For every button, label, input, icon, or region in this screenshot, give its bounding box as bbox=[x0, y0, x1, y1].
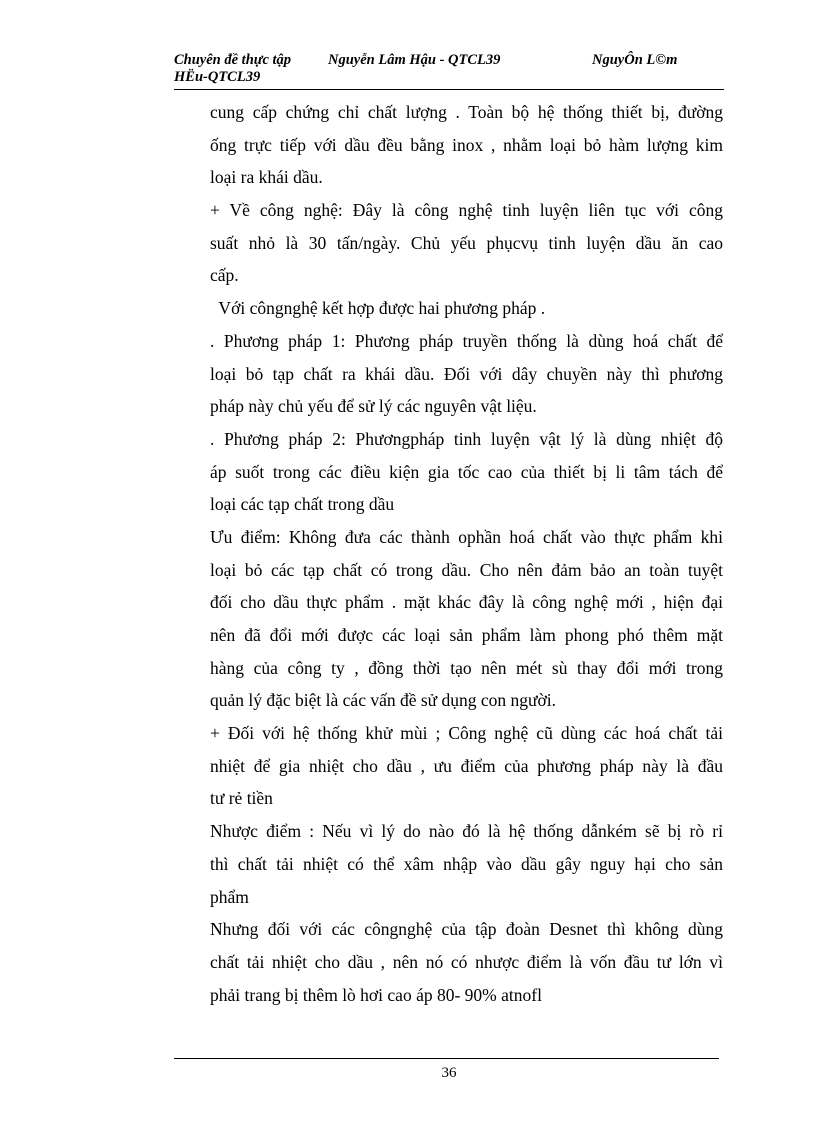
body-line-5: suất nhỏ là 30 tấn/ngày. Chủ yếu phụcvụ tinh luyện dầu ăn cao bbox=[210, 232, 723, 253]
body-line-17: nên đã đổi mới được các loại sản phẩm làm phong phó thêm mặt bbox=[210, 625, 723, 645]
header-author: Nguyễn Lâm Hậu - QTCL39 bbox=[328, 52, 501, 68]
body-line-20: + Đối với hệ thống khử mùi ; Công nghệ cũ dùng các hoá chất tải bbox=[210, 723, 723, 744]
body-line-7: Với côngnghệ kết hợp được hai phương pháp . bbox=[210, 298, 546, 319]
body-line-14: Ưu điểm: Không đưa các thành ophần hoá chất vào thực phẩm khi bbox=[210, 526, 723, 547]
body-line-18: hàng của công ty , đồng thời tạo nên mét sù thay đổi mới trong bbox=[210, 657, 723, 678]
header-line-1 bbox=[174, 52, 724, 69]
body-line-22: tư rẻ tiền bbox=[210, 788, 273, 809]
body-line-12: áp suốt trong các điều kiện gia tốc cao của thiết bị li tâm tách để bbox=[210, 461, 723, 482]
page-header bbox=[174, 52, 724, 86]
body-line-21: nhiệt để gia nhiệt cho dầu , ưu điểm của phương pháp này là đầu bbox=[210, 755, 723, 776]
body-line-25: phẩm bbox=[210, 886, 249, 907]
document-body bbox=[210, 96, 723, 1011]
body-line-3: loại ra khái dầu. bbox=[210, 167, 323, 188]
body-line-8: . Phương pháp 1: Phương pháp truyền thống là dùng hoá chất để bbox=[210, 330, 723, 351]
body-line-4: + Về công nghệ: Đây là công nghệ tinh luyện liên tục với công bbox=[210, 200, 723, 221]
body-line-10: pháp này chủ yếu để sử lý các nguyên vật liệu. bbox=[210, 396, 537, 417]
body-line-1: cung cấp chứng chỉ chất lượng . Toàn bộ hệ thống thiết bị, đường bbox=[210, 102, 723, 122]
body-line-6: cấp. bbox=[210, 265, 239, 286]
body-line-16: đối cho dầu thực phẩm . mặt khác đây là công nghệ mới , hiện đại bbox=[210, 592, 723, 613]
body-line-9: loại bỏ tạp chất ra khái dầu. Đối với dây chuyền này thì phương bbox=[210, 363, 723, 384]
body-line-2: ống trực tiếp với dầu đều bằng inox , nhằm loại bỏ hàm lượng kim bbox=[210, 134, 723, 155]
body-line-23: Nhược điểm : Nếu vì lý do nào đó là hệ thống dẫnkém sẽ bị rò rỉ bbox=[210, 821, 723, 842]
header-rule bbox=[174, 89, 724, 90]
footer-rule bbox=[174, 1058, 719, 1059]
header-title: Chuyên đề thực tập bbox=[174, 52, 292, 68]
body-line-28: phải trang bị thêm lò hơi cao áp 80- 90% atnofl bbox=[210, 984, 542, 1005]
body-line-13: loại các tạp chất trong dầu bbox=[210, 494, 395, 515]
body-line-11: . Phương pháp 2: Phươngpháp tinh luyện vật lý là dùng nhiệt độ bbox=[210, 428, 723, 449]
body-line-27: chất tải nhiệt cho dầu , nên nó có nhược điểm là vốn đầu tư lớn vì bbox=[210, 951, 723, 972]
page-number: 36 bbox=[441, 1065, 457, 1081]
body-line-19: quản lý đặc biệt là các vấn đề sử dụng con người. bbox=[210, 690, 557, 711]
header-garbled-suffix: HËu-QTCL39 bbox=[174, 69, 261, 85]
body-line-15: loại bỏ các tạp chất có trong dầu. Cho nên đảm bảo an toàn tuyệt bbox=[210, 559, 723, 580]
body-line-24: thì chất tải nhiệt có thể xâm nhập vào dầu gây nguy hại cho sản bbox=[210, 853, 723, 874]
body-line-26: Nhưng đối với các côngnghệ của tập đoàn Desnet thì không dùng bbox=[210, 919, 723, 940]
header-garbled-name: NguyÔn L©m bbox=[592, 52, 678, 68]
